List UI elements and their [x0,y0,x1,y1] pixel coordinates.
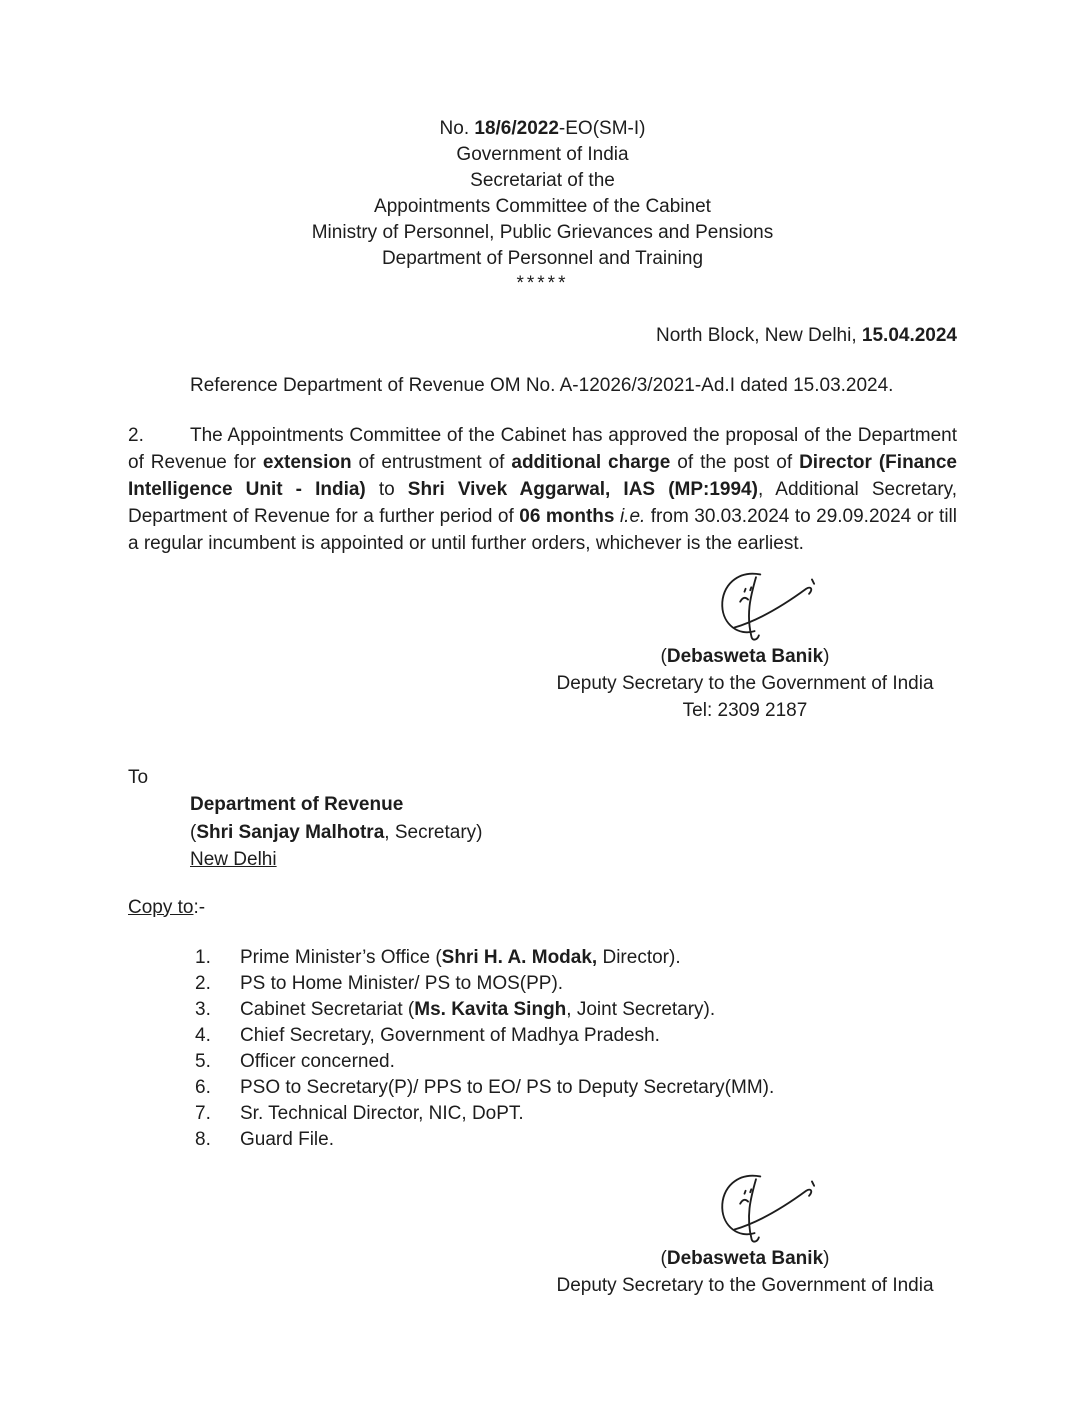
item-number: 4. [195,1024,211,1046]
addressee-block [190,791,957,874]
copy-to-heading [128,894,957,921]
addressee-secretary: (Shri Sanjay Malhotra, Secretary) [190,821,483,843]
item-number: 8. [195,1128,211,1150]
signatory-telephone: Tel: 2309 2187 [682,700,808,721]
signatory-title: Deputy Secretary to the Government of India [556,1274,934,1296]
to-label: To [128,767,149,788]
item-text: PS to Home Minister/ PS to MOS(PP). [240,972,564,994]
copy-to-heading-text: Copy to [128,896,194,918]
copy-to-list [195,945,957,1153]
file-number: No. 18/6/2022-EO(SM-I) [439,118,646,139]
item-text: Prime Minister’s Office (Shri H. A. Modak, Director). [240,946,681,968]
item-number: 6. [195,1076,211,1098]
item-text: Chief Secretary, Government of Madhya Pradesh. [240,1024,660,1046]
reference-line: Reference Department of Revenue OM No. A-12026/3/2021-Ad.I dated 15.03.2024. [190,375,894,396]
item-text: Guard File. [240,1128,334,1150]
item-number: 1. [195,946,211,968]
item-number: 5. [195,1050,211,1072]
header-line-govt: Government of India [456,144,629,165]
header-separator-stars: ***** [516,273,569,294]
signature-scribble-icon [700,569,822,643]
body-paragraph [128,422,957,557]
item-text: Sr. Technical Director, NIC, DoPT. [240,1102,524,1124]
copy-to-item [195,1075,957,1101]
copy-to-item [195,1049,957,1075]
paragraph-number: 2. [128,425,144,446]
copy-to-heading-suffix: :- [193,896,206,918]
copy-to-item [195,1101,957,1127]
signature-scribble-icon [700,1171,822,1245]
copy-to-item [195,1127,957,1153]
header-line-dopt: Department of Personnel and Training [381,248,704,269]
item-text: PSO to Secretary(P)/ PPS to EO/ PS to Deputy Secretary(MM). [240,1076,775,1098]
signature-area-2 [128,1159,957,1299]
copy-to-item [195,997,957,1023]
header-line-acc: Appointments Committee of the Cabinet [374,196,711,217]
place-date-line: North Block, New Delhi, 15.04.2024 [656,325,957,346]
item-number: 3. [195,998,211,1020]
copy-to-item [195,1023,957,1049]
letter-header [128,116,957,296]
item-number: 2. [195,972,211,994]
signatory-title: Deputy Secretary to the Government of India [556,673,934,694]
item-text: Officer concerned. [240,1050,395,1072]
signature-block-2 [533,1159,957,1299]
signature-block-1 [533,557,957,724]
paragraph-text: The Appointments Committee of the Cabinet has approved the proposal of the Department of Revenue for extension of entrustment of additional charge of the post of Director (Finance Intelligence Unit - India) to Shri Vivek Aggarwal, IAS (MP:1994), Additional Secretary, Department of Revenue for a further period of 06 months i.e. from 30.03.2024 to 29.09.2024 or till a regular incumbent is appointed or until further orders, whichever is the earliest. [128,425,958,554]
item-number: 7. [195,1102,211,1124]
signatory-name: (Debasweta Banik) [660,646,830,667]
signature-area-1 [128,557,957,724]
item-text: Cabinet Secretariat (Ms. Kavita Singh, Joint Secretary). [240,998,716,1020]
copy-to-item [195,971,957,997]
signatory-name: (Debasweta Banik) [660,1247,830,1269]
copy-to-item [195,945,957,971]
addressee-department: Department of Revenue [190,794,404,815]
addressee-city: New Delhi [190,849,277,870]
header-line-secretariat: Secretariat of the [470,170,615,191]
header-line-ministry: Ministry of Personnel, Public Grievances and Pensions [311,222,774,243]
